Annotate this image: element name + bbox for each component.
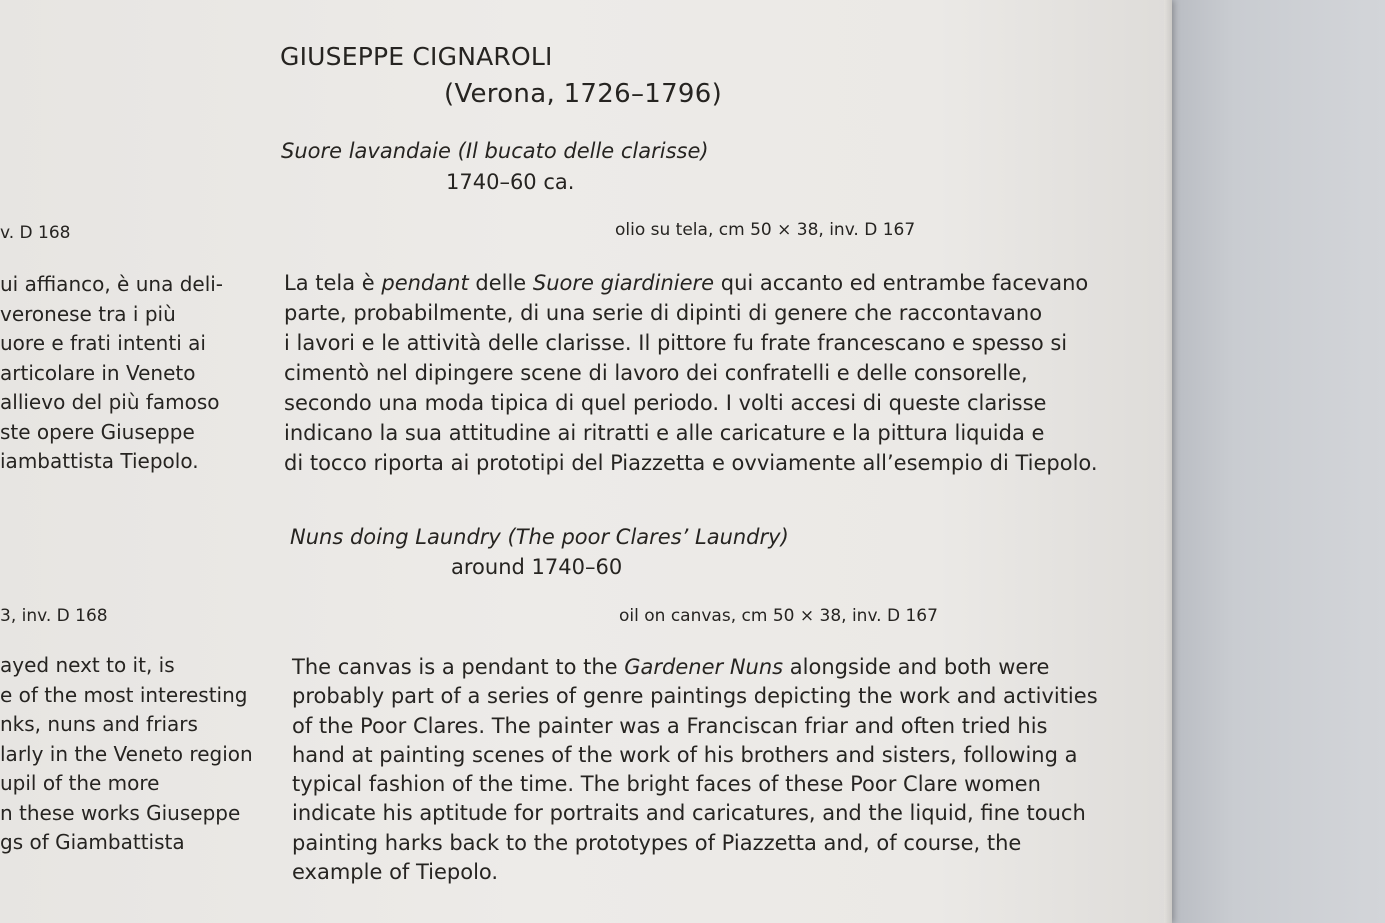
left-label-medium-en: 3, inv. D 168: [0, 606, 108, 626]
description-it: [284, 268, 1098, 478]
left-label-medium-it: v. D 168: [0, 223, 71, 243]
left-label-line: n these works Giuseppe: [0, 800, 241, 825]
left-label-line: ayed next to it, is: [0, 653, 175, 677]
left-label-line: e of the most interesting: [0, 682, 248, 707]
artwork-date-it: 1740–60 ca.: [446, 170, 575, 194]
artwork-title-en: Nuns doing Laundry (The poor Clares’ Laundry): [290, 525, 789, 549]
left-label-line: iambattista Tiepolo.: [0, 449, 199, 473]
description-en: [292, 653, 1098, 887]
artist-life-dates: (Verona, 1726–1796): [444, 79, 723, 109]
artwork-date-en: around 1740–60: [451, 555, 623, 579]
description-line: probably part of a series of genre paintings depicting the work and activities: [292, 684, 1098, 709]
description-line: example of Tiepolo.: [292, 860, 499, 885]
description-line: The canvas is a pendant to the Gardener Nuns alongside and both were: [292, 655, 1050, 679]
description-line: of the Poor Clares. The painter was a Franciscan friar and often tried his: [292, 713, 1048, 738]
left-label-line: ui affianco, è una deli-: [0, 272, 224, 296]
left-label-line: upil of the more: [0, 771, 160, 795]
left-label-line: veronese tra i più: [0, 301, 176, 326]
description-line: i lavori e le attività delle clarisse. Il pittore fu frate francescano e spesso si: [284, 331, 1068, 355]
description-line: typical fashion of the time. The bright faces of these Poor Clare women: [292, 772, 1041, 797]
gallery-wall: [1170, 0, 1385, 923]
artwork-title-it: Suore lavandaie (Il bucato delle clarisse): [281, 139, 709, 163]
description-line: indicate his aptitude for portraits and caricatures, and the liquid, fine touch: [292, 801, 1086, 826]
artist-name: GIUSEPPE CIGNAROLI: [280, 42, 553, 71]
panel-edge: [1164, 0, 1172, 923]
description-line: indicano la sua attitudine ai ritratti e alle caricature e la pittura liquida e: [284, 421, 1045, 445]
left-label-line: articolare in Veneto: [0, 360, 196, 385]
description-line: hand at painting scenes of the work of his brothers and sisters, following a: [292, 742, 1078, 767]
left-label-line: ste opere Giuseppe: [0, 419, 195, 444]
left-label-line: uore e frati intenti ai: [0, 331, 206, 355]
description-line: La tela è pendant delle Suore giardiniere qui accanto ed entrambe facevano: [284, 271, 1089, 295]
left-label-line: allievo del più famoso: [0, 390, 220, 414]
description-line: parte, probabilmente, di una serie di dipinti di genere che raccontavano: [284, 301, 1043, 325]
left-label-line: nks, nuns and friars: [0, 712, 198, 736]
artwork-medium-en: oil on canvas, cm 50 × 38, inv. D 167: [619, 606, 938, 626]
description-line: di tocco riporta ai prototipi del Piazzetta e ovviamente all’esempio di Tiepolo.: [284, 451, 1098, 475]
left-label-line: gs of Giambattista: [0, 830, 185, 854]
left-label-line: larly in the Veneto region: [0, 741, 253, 766]
artwork-medium-it: olio su tela, cm 50 × 38, inv. D 167: [615, 220, 916, 240]
left-label-text-it: [0, 270, 223, 477]
description-line: cimentò nel dipingere scene di lavoro dei confratelli e delle consorelle,: [284, 361, 1028, 385]
description-line: painting harks back to the prototypes of Piazzetta and, of course, the: [292, 830, 1022, 855]
left-label-text-en: [0, 651, 253, 858]
description-line: secondo una moda tipica di quel periodo. I volti accesi di queste clarisse: [284, 391, 1047, 415]
